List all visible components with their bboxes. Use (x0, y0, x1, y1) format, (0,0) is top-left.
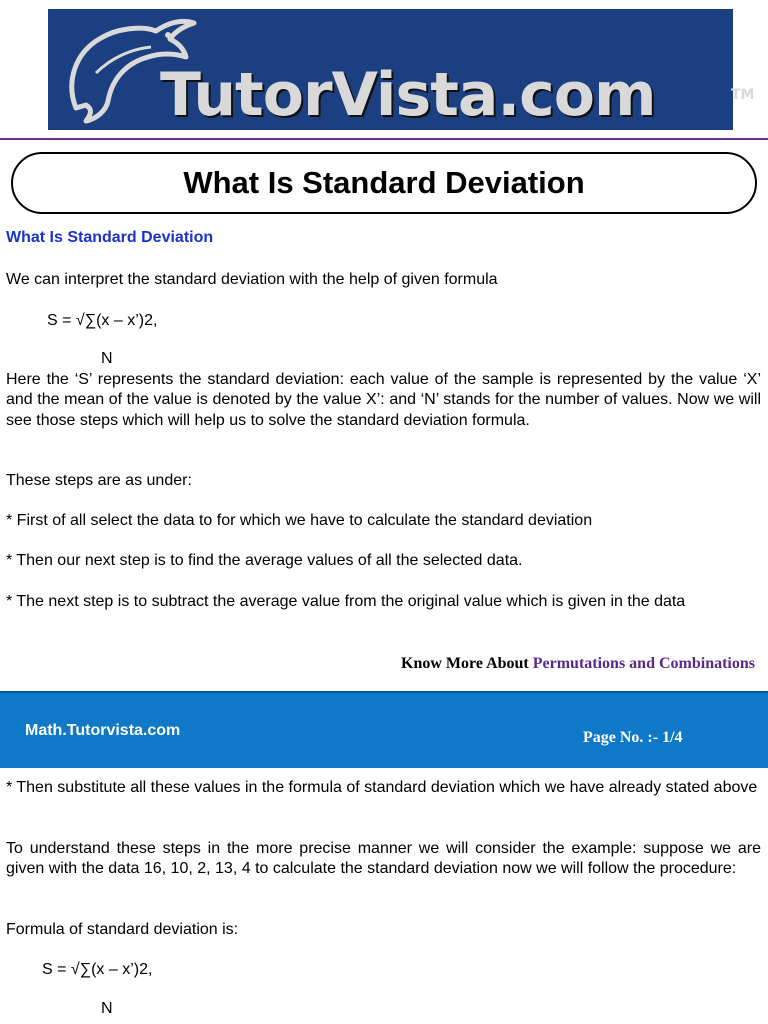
step-item-4: * Then substitute all these values in the formula of standard deviation which we have already stated above (6, 779, 758, 796)
section-subheading: What Is Standard Deviation (6, 229, 214, 246)
know-more-line (401, 655, 755, 673)
header-divider (0, 138, 768, 140)
footer-bar (0, 691, 768, 768)
trademark-mark: TM (731, 87, 755, 103)
page-number: Page No. :- 1/4 (583, 729, 683, 746)
steps-intro: These steps are as under: (6, 472, 192, 489)
formula-numerator-2: S = √∑(x – x’)2, (42, 961, 153, 978)
brand-wordmark: TutorVista.com (160, 60, 656, 130)
explanation-paragraph: Here the ‘S’ represents the standard deviation: each value of the sample is represented by the value ‘X’ and the mean of the value is denoted by the value X’: and ‘N’ stands for the number of values. Now we will see those steps which will help us to solve the standard deviation formula. (6, 371, 761, 429)
formula-numerator: S = √∑(x – x’)2, (47, 312, 158, 329)
footer-site-link[interactable]: Math.Tutorvista.com (25, 722, 181, 739)
formula-denominator: N (101, 350, 113, 367)
know-more-prefix: Know More About (401, 655, 533, 672)
intro-paragraph: We can interpret the standard deviation with the help of given formula (6, 271, 498, 288)
example-paragraph: To understand these steps in the more precise manner we will consider the example: suppose we are given with the data 16, 10, 2, 13, 4 to calculate the standard deviation now we will follow the procedure: (6, 840, 761, 878)
step-item-1: * First of all select the data to for which we have to calculate the standard deviation (6, 512, 593, 529)
step-item-3: * The next step is to subtract the average value from the original value which is given in the data (6, 593, 686, 610)
formula-label: Formula of standard deviation is: (6, 921, 239, 938)
page-title: What Is Standard Deviation (183, 165, 585, 200)
know-more-link[interactable]: Permutations and Combinations (532, 655, 755, 672)
formula-denominator-2: N (101, 1000, 113, 1017)
title-box (11, 152, 757, 214)
header-banner (48, 9, 755, 130)
step-item-2: * Then our next step is to find the average values of all the selected data. (6, 552, 523, 569)
